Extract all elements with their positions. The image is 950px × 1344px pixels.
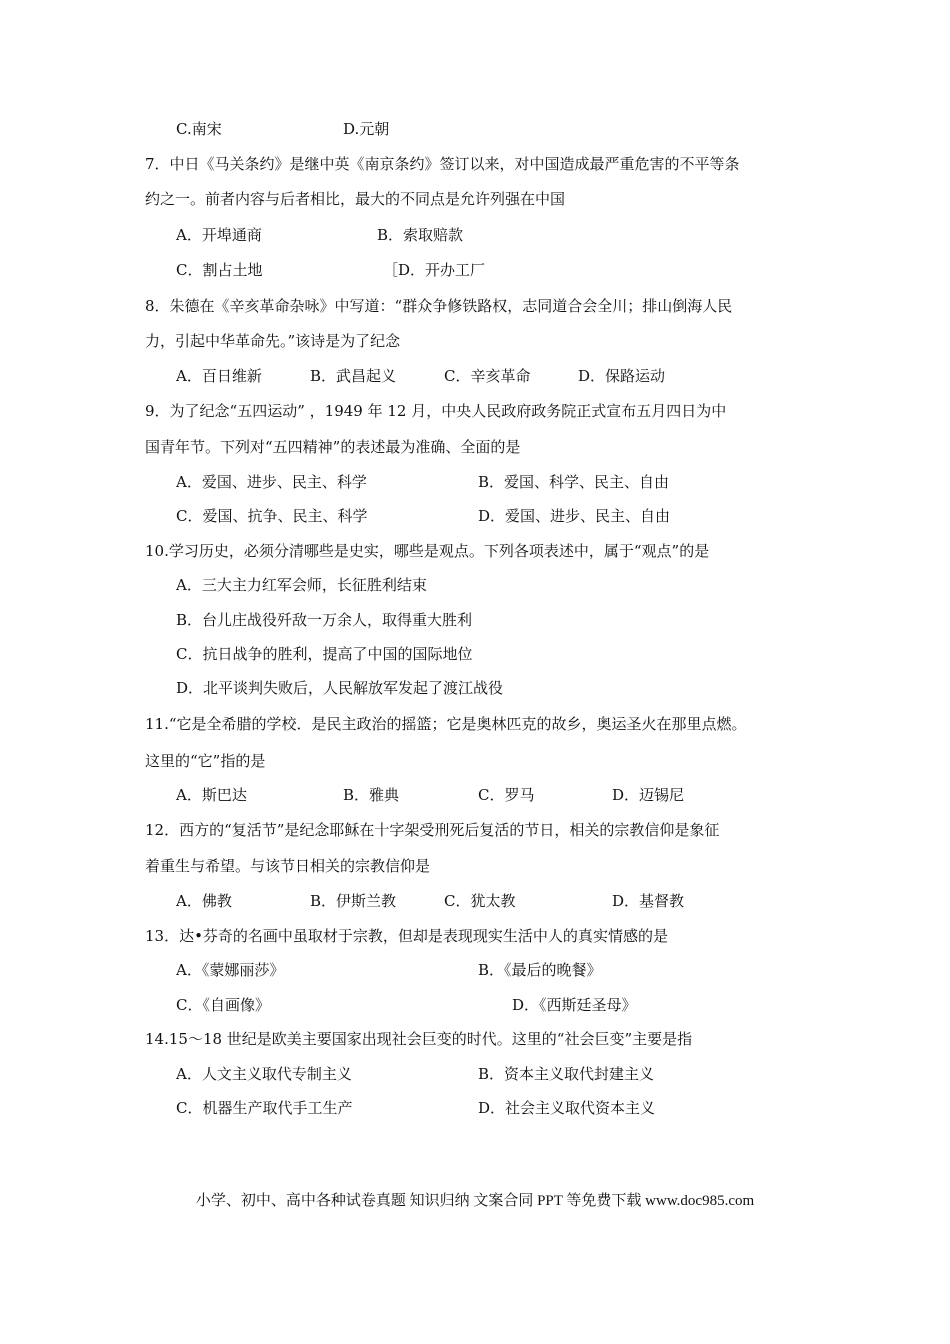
q13-option-d: D．《西斯廷圣母》 — [512, 996, 637, 1014]
q13-stem: 13．达•芬奇的名画中虽取材于宗教，但却是表现现实生活中人的真实情感的是 — [145, 927, 668, 945]
q10-option-c: C．抗日战争的胜利，提高了中国的国际地位 — [176, 645, 473, 663]
q9-stem-line1: 9．为了纪念“五四运动” ，1949 年 12 月，中央人民政府政务院正式宣布五月四日为中 — [145, 402, 727, 420]
q11-option-d: D．迈锡尼 — [612, 786, 685, 804]
q11-stem-line1: 11.“它是全希腊的学校．是民主政治的摇篮；它是奥林匹克的故乡，奥运圣火在那里点燃。 — [145, 715, 747, 733]
q8-stem-line1: 8．朱德在《辛亥革命杂咏》中写道：“群众争修铁路权，志同道合会全川；排山倒海人民 — [145, 297, 733, 315]
q8-option-c: C．辛亥革命 — [444, 367, 531, 385]
q6-option-d: D.元朝 — [343, 120, 390, 138]
q7-option-b: B．索取赔款 — [377, 226, 464, 244]
q7-option-d: ［D．开办工厂 — [383, 261, 486, 279]
q12-option-c: C．犹太教 — [444, 892, 516, 910]
q11-stem-line2: 这里的“它”指的是 — [145, 752, 266, 770]
q11-option-b: B．雅典 — [343, 786, 400, 804]
q10-option-d: D．北平谈判失败后，人民解放军发起了渡江战役 — [176, 679, 504, 697]
q9-stem-line2: 国青年节。下列对“五四精神”的表述最为准确、全面的是 — [145, 438, 521, 456]
q13-option-c: C．《自画像》 — [176, 996, 270, 1014]
q12-option-d: D．基督教 — [612, 892, 685, 910]
page-footer: 小学、初中、高中各种试卷真题 知识归纳 文案合同 PPT 等免费下载 www.doc985.com — [195, 1193, 755, 1209]
q14-option-b: B．资本主义取代封建主义 — [478, 1065, 655, 1083]
q9-option-c: C．爱国、抗争、民主、科学 — [176, 507, 368, 525]
q10-option-a: A．三大主力红军会师，长征胜利结束 — [176, 576, 427, 594]
q9-option-b: B．爱国、科学、民主、自由 — [478, 473, 670, 491]
q11-option-a: A．斯巴达 — [176, 786, 247, 804]
q8-option-b: B．武昌起义 — [310, 367, 397, 385]
q12-option-a: A．佛教 — [176, 892, 232, 910]
q8-stem-line2: 力，引起中华革命先。”该诗是为了纪念 — [145, 332, 401, 350]
q14-option-a: A．人文主义取代专制主义 — [176, 1065, 352, 1083]
q13-option-b: B．《最后的晚餐》 — [478, 961, 602, 979]
q7-option-a: A．开埠通商 — [176, 226, 262, 244]
q12-stem-line2: 着重生与希望。与该节日相关的宗教信仰是 — [145, 857, 431, 875]
q6-option-c: C.南宋 — [176, 120, 222, 138]
q14-stem: 14.15～18 世纪是欧美主要国家出现社会巨变的时代。这里的“社会巨变”主要是指 — [145, 1030, 693, 1048]
q12-option-b: B．伊斯兰教 — [310, 892, 397, 910]
q13-option-a: A．《蒙娜丽莎》 — [176, 961, 285, 979]
q7-option-c: C．割占土地 — [176, 261, 263, 279]
q14-option-c: C．机器生产取代手工生产 — [176, 1099, 353, 1117]
q14-option-d: D．社会主义取代资本主义 — [478, 1099, 656, 1117]
q10-stem: 10.学习历史，必须分清哪些是史实，哪些是观点。下列各项表述中，属于“观点”的是 — [145, 542, 710, 560]
q11-option-c: C．罗马 — [478, 786, 535, 804]
q12-stem-line1: 12．西方的“复活节”是纪念耶稣在十字架受刑死后复活的节日，相关的宗教信仰是象征 — [145, 821, 720, 839]
q10-option-b: B．台儿庄战役歼敌一万余人，取得重大胜利 — [176, 611, 473, 629]
q8-option-d: D．保路运动 — [578, 367, 666, 385]
q8-option-a: A．百日维新 — [176, 367, 262, 385]
q7-stem-line2: 约之一。前者内容与后者相比，最大的不同点是允许列强在中国 — [145, 190, 566, 208]
q9-option-d: D．爱国、进步、民主、自由 — [478, 507, 671, 525]
q9-option-a: A．爱国、进步、民主、科学 — [176, 473, 367, 491]
q7-stem-line1: 7．中日《马关条约》是继中英《南京条约》签订以来，对中国造成最严重危害的不平等条 — [145, 155, 740, 173]
